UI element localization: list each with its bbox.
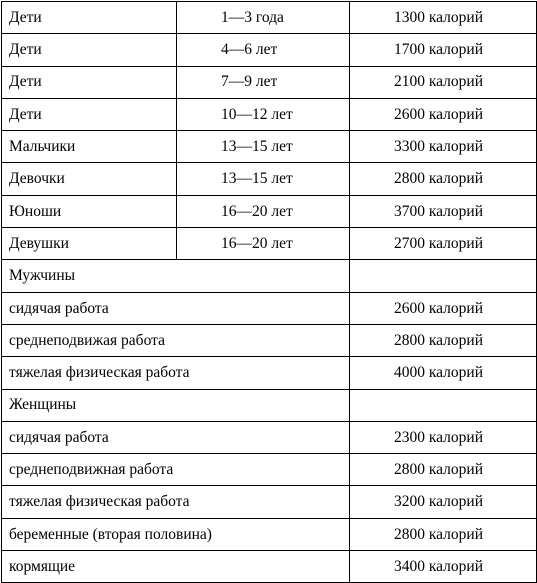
- calories-cell: 2700 калорий: [350, 228, 537, 260]
- table-row: [2, 551, 537, 583]
- work-type-cell: среднеподвижая работа: [2, 324, 350, 356]
- calories-cell: 4000 калорий: [350, 357, 537, 389]
- group-cell: Дети: [2, 2, 177, 34]
- age-cell: 16—20 лет: [177, 195, 350, 227]
- group-cell: Дети: [2, 98, 177, 130]
- calories-cell: 3700 калорий: [350, 195, 537, 227]
- empty-cell: [350, 260, 537, 292]
- table-row: [2, 292, 537, 324]
- calories-cell: 2800 калорий: [350, 518, 537, 550]
- section-heading-row-men: [2, 260, 537, 292]
- calories-cell: 1300 калорий: [350, 2, 537, 34]
- group-cell: Девушки: [2, 228, 177, 260]
- calories-cell: 1700 калорий: [350, 34, 537, 66]
- age-cell: 10—12 лет: [177, 98, 350, 130]
- table-row: [2, 421, 537, 453]
- work-type-cell: тяжелая физическая работа: [2, 486, 350, 518]
- age-cell: 13—15 лет: [177, 163, 350, 195]
- calories-cell: 2300 калорий: [350, 421, 537, 453]
- table-row: [2, 98, 537, 130]
- group-cell: Девочки: [2, 163, 177, 195]
- table-row: [2, 357, 537, 389]
- age-cell: 7—9 лет: [177, 66, 350, 98]
- group-cell: Мальчики: [2, 131, 177, 163]
- table-row: [2, 518, 537, 550]
- calories-cell: 2100 калорий: [350, 66, 537, 98]
- calories-cell: 3400 калорий: [350, 551, 537, 583]
- calories-cell: 2800 калорий: [350, 454, 537, 486]
- section-heading-row-women: [2, 389, 537, 421]
- calories-cell: 2800 калорий: [350, 324, 537, 356]
- work-type-cell: сидячая работа: [2, 292, 350, 324]
- group-cell: Дети: [2, 34, 177, 66]
- calories-cell: 3300 калорий: [350, 131, 537, 163]
- calories-cell: 2800 калорий: [350, 163, 537, 195]
- age-cell: 16—20 лет: [177, 228, 350, 260]
- group-cell: Дети: [2, 66, 177, 98]
- table-row: [2, 66, 537, 98]
- section-heading-women: Женщины: [2, 389, 350, 421]
- work-type-cell: тяжелая физическая работа: [2, 357, 350, 389]
- table-row: [2, 34, 537, 66]
- work-type-cell: сидячая работа: [2, 421, 350, 453]
- table-row: [2, 486, 537, 518]
- section-heading-men: Мужчины: [2, 260, 350, 292]
- work-type-cell: беременные (вторая половина): [2, 518, 350, 550]
- table-row: [2, 163, 537, 195]
- table-row: [2, 195, 537, 227]
- table-row: [2, 324, 537, 356]
- calories-cell: 2600 калорий: [350, 98, 537, 130]
- empty-cell: [350, 389, 537, 421]
- calorie-norms-table: [1, 1, 537, 583]
- calories-cell: 2600 калорий: [350, 292, 537, 324]
- table-row: [2, 228, 537, 260]
- calories-cell: 3200 калорий: [350, 486, 537, 518]
- table-row: [2, 2, 537, 34]
- work-type-cell: среднеподвижная работа: [2, 454, 350, 486]
- table-row: [2, 454, 537, 486]
- age-cell: 1—3 года: [177, 2, 350, 34]
- group-cell: Юноши: [2, 195, 177, 227]
- age-cell: 4—6 лет: [177, 34, 350, 66]
- table-row: [2, 131, 537, 163]
- age-cell: 13—15 лет: [177, 131, 350, 163]
- work-type-cell: кормящие: [2, 551, 350, 583]
